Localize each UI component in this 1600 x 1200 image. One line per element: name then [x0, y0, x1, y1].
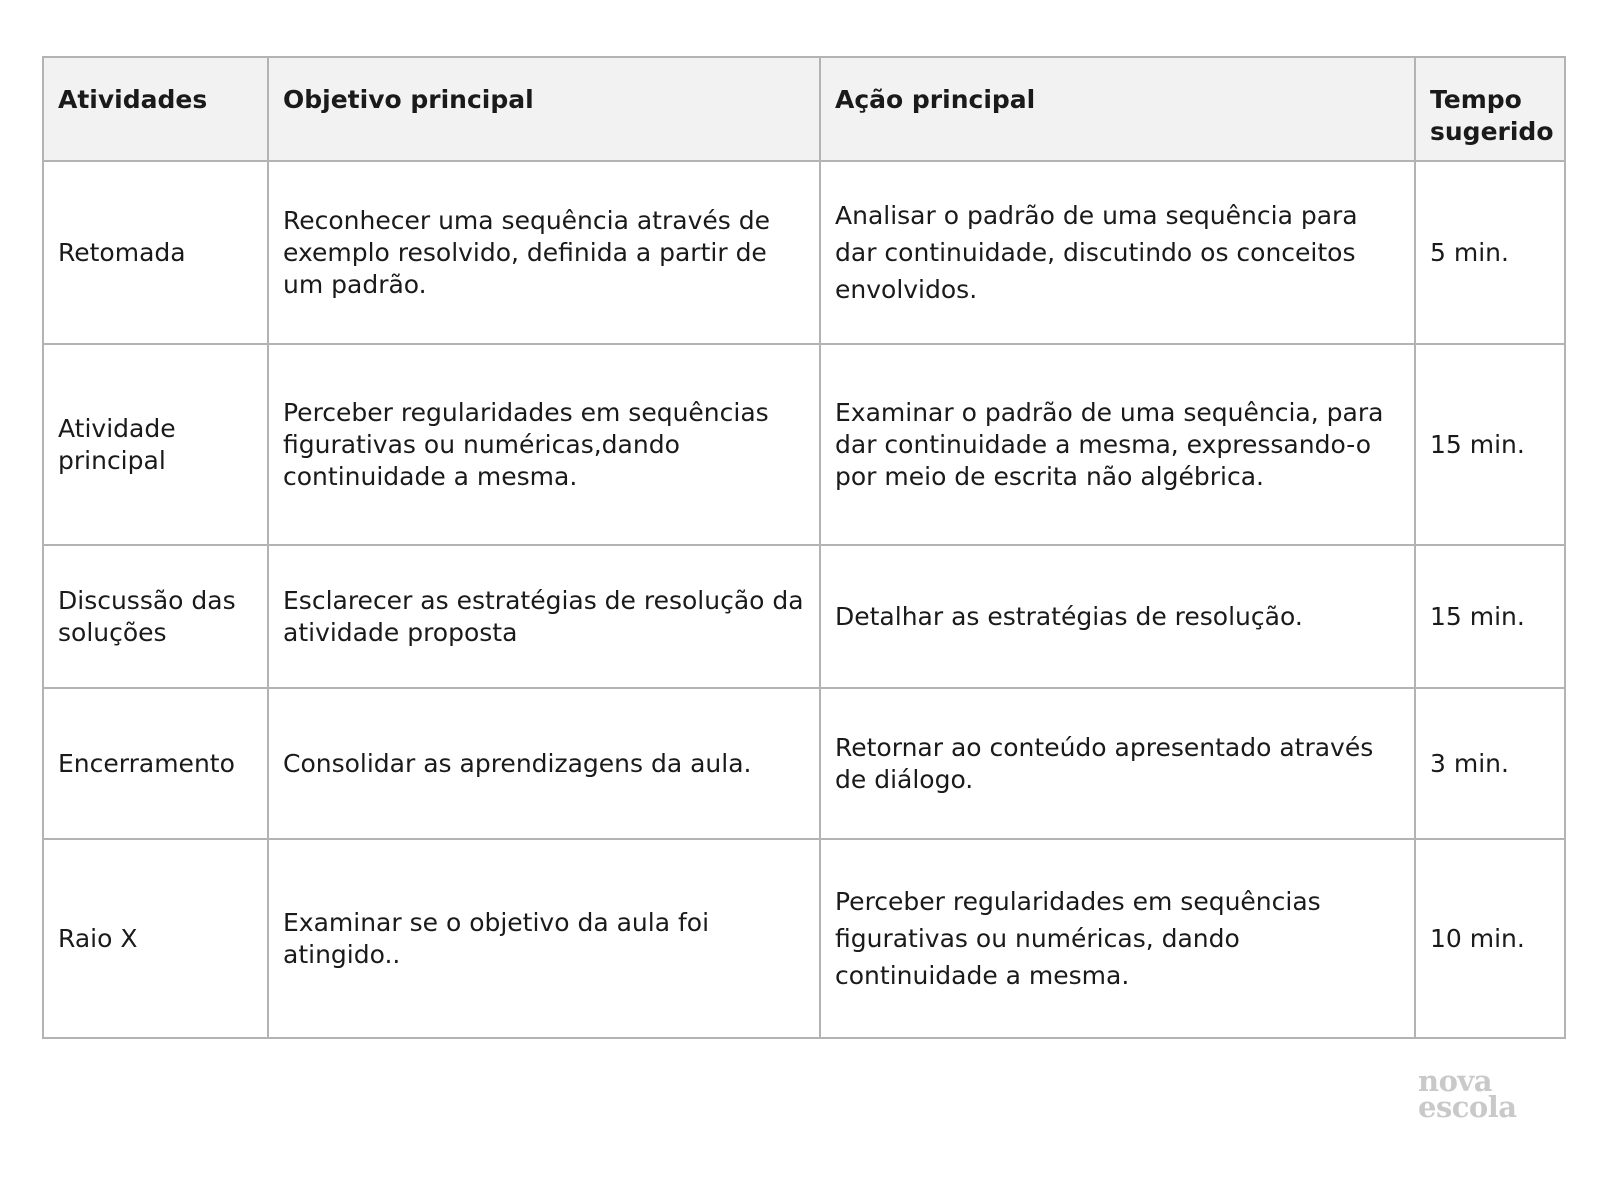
- header-tempo-sugerido: Tempo sugerido: [1415, 57, 1565, 161]
- cell-acao: Analisar o padrão de uma sequência para dar continuidade, discutindo os conceitos envolvidos.: [820, 161, 1415, 344]
- cell-objetivo: Consolidar as aprendizagens da aula.: [268, 688, 820, 839]
- logo-line-escola: escola: [1418, 1090, 1517, 1124]
- nova-escola-logo: [1418, 1064, 1538, 1124]
- cell-tempo: 3 min.: [1415, 688, 1565, 839]
- table-header-row: [43, 57, 1565, 161]
- cell-objetivo: Perceber regularidades em sequências figurativas ou numéricas,dando continuidade a mesma.: [268, 344, 820, 545]
- table-row: [43, 839, 1565, 1038]
- table-row: [43, 545, 1565, 688]
- cell-acao: Perceber regularidades em sequências figurativas ou numéricas, dando continuidade a mesma.: [820, 839, 1415, 1038]
- table-row: [43, 161, 1565, 344]
- lesson-plan-table: [42, 56, 1566, 1039]
- cell-tempo: 15 min.: [1415, 545, 1565, 688]
- cell-tempo: 10 min.: [1415, 839, 1565, 1038]
- cell-tempo: 5 min.: [1415, 161, 1565, 344]
- cell-atividade: Atividade principal: [43, 344, 268, 545]
- cell-objetivo: Examinar se o objetivo da aula foi atingido..: [268, 839, 820, 1038]
- cell-atividade: Raio X: [43, 839, 268, 1038]
- cell-acao: Examinar o padrão de uma sequência, para dar continuidade a mesma, expressando-o por meio de escrita não algébrica.: [820, 344, 1415, 545]
- cell-acao: Detalhar as estratégias de resolução.: [820, 545, 1415, 688]
- table-row: [43, 344, 1565, 545]
- cell-objetivo: Esclarecer as estratégias de resolução da atividade proposta: [268, 545, 820, 688]
- cell-atividade: Encerramento: [43, 688, 268, 839]
- header-objetivo-principal: Objetivo principal: [268, 57, 820, 161]
- cell-atividade: Discussão das soluções: [43, 545, 268, 688]
- header-acao-principal: Ação principal: [820, 57, 1415, 161]
- cell-objetivo: Reconhecer uma sequência através de exemplo resolvido, definida a partir de um padrão.: [268, 161, 820, 344]
- cell-tempo: 15 min.: [1415, 344, 1565, 545]
- table-row: [43, 688, 1565, 839]
- cell-acao: Retornar ao conteúdo apresentado através de diálogo.: [820, 688, 1415, 839]
- cell-atividade: Retomada: [43, 161, 268, 344]
- header-atividades: Atividades: [43, 57, 268, 161]
- logo-line-nova: nova: [1418, 1064, 1493, 1098]
